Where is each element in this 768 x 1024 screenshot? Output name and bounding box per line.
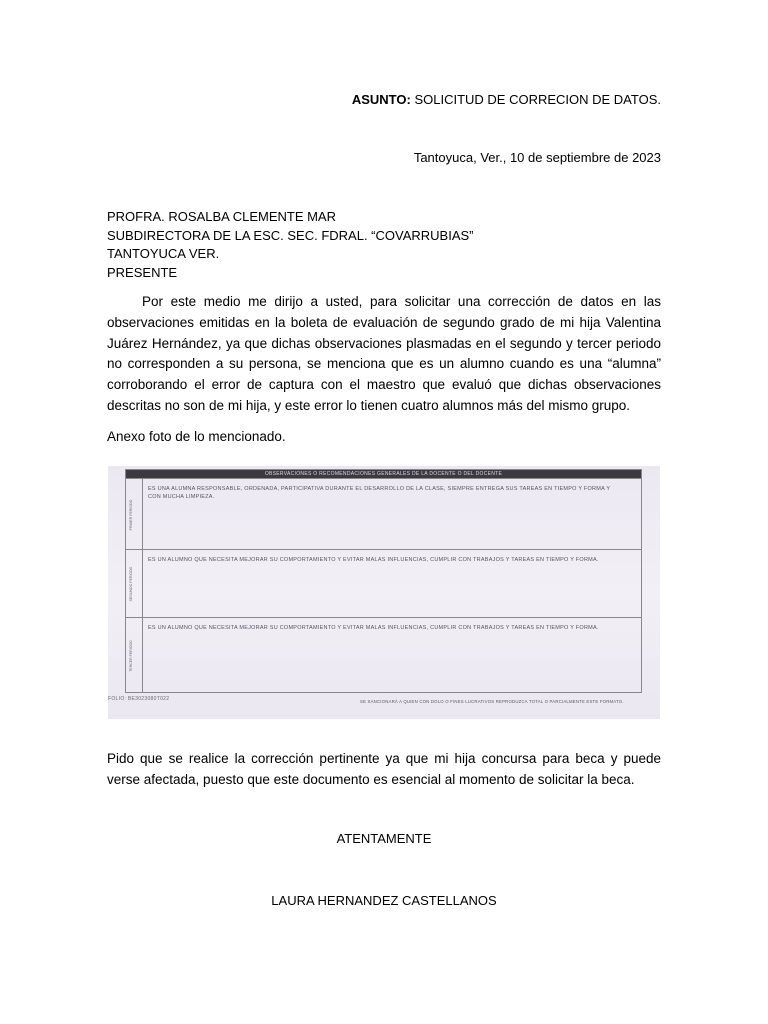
- subject-line: [352, 92, 661, 107]
- period-cell: [126, 479, 143, 550]
- body-paragraph-1: Por este medio me dirijo a usted, para solicitar una corrección de datos en las observaciones emitidas en la boleta de evaluación de segundo grado de mi hija Valentina Juárez Hernández, ya que dichas observaciones plasmadas en el segundo y tercer periodo no corresponden a su persona, se menciona que es un alumno cuando es una “alumna” corroborando el error de captura con el maestro que evaluó que dichas observaciones descritas no son de mi hija, y este error lo tienen cuatro alumnos más del mismo grupo.: [107, 294, 661, 413]
- addressee-block: [107, 208, 474, 283]
- salutation: ATENTAMENTE: [336, 831, 432, 846]
- attached-photo: [108, 466, 660, 719]
- observation-row: [126, 478, 641, 550]
- folio-number: FOLIO: BE3023080T022: [108, 696, 170, 702]
- place-and-date: Tantoyuca, Ver., 10 de septiembre de 2023: [413, 150, 661, 165]
- period-label: SEGUNDO PERIODO: [129, 566, 133, 602]
- observation-row: [126, 617, 641, 693]
- addressee-presente: PRESENTE: [107, 265, 178, 281]
- form-footer-notice: SE SANCIONARÁ A QUIEN CON DOLO O FINES LUCRATIVOS REPRODUZCA TOTAL O PARCIALMENTE ESTE FORMATO.: [360, 699, 624, 704]
- body-paragraph-3: Pido que se realice la corrección pertinente ya que mi hija concursa para beca y puede verse afectada, puesto que este documento es esencial al momento de solicitar la beca.: [107, 751, 661, 787]
- body-paragraph-2: Anexo foto de lo mencionado.: [107, 429, 286, 444]
- observation-text: ES UN ALUMNO QUE NECESITA MEJORAR SU COMPORTAMIENTO Y EVITAR MALAS INFLUENCIAS, CUMPLIR CON TRABAJOS Y TAREAS EN TIEMPO Y FORMA.: [148, 557, 599, 563]
- observations-header: OBSERVACIONES O RECOMENDACIONES GENERALES DE LA DOCENTE O DEL DOCENTE: [126, 470, 641, 478]
- addressee-name: PROFRA. ROSALBA CLEMENTE MAR: [107, 209, 336, 224]
- period-cell: [126, 550, 143, 618]
- subject-label: ASUNTO:: [351, 92, 411, 107]
- observation-row: [126, 549, 641, 618]
- signer-name: LAURA HERNANDEZ CASTELLANOS: [271, 893, 497, 908]
- observation-text: ES UN ALUMNO QUE NECESITA MEJORAR SU COMPORTAMIENTO Y EVITAR MALAS INFLUENCIAS, CUMPLIR CON TRABAJOS Y TAREAS EN TIEMPO Y FORMA.: [148, 625, 599, 631]
- observation-text: ES UNA ALUMNA RESPONSABLE, ORDENADA, PARTICIPATIVA DURANTE EL DESARROLLO DE LA CLASE, SIEMPRE ENTREGA SUS TAREAS EN TIEMPO Y FORMA Y CON MUCHA LIMPIEZA.: [148, 486, 611, 500]
- addressee-city: TANTOYUCA VER.: [107, 246, 220, 262]
- report-card-observations-table: [125, 469, 642, 693]
- addressee-title: SUBDIRECTORA DE LA ESC. SEC. FDRAL. “COVARRUBIAS”: [107, 227, 474, 243]
- period-cell: [126, 618, 143, 693]
- period-label: PRIMER PERIODO: [129, 499, 133, 530]
- period-label: TERCER PERIODO: [129, 639, 133, 672]
- subject-text: SOLICITUD DE CORRECION DE DATOS.: [410, 92, 661, 107]
